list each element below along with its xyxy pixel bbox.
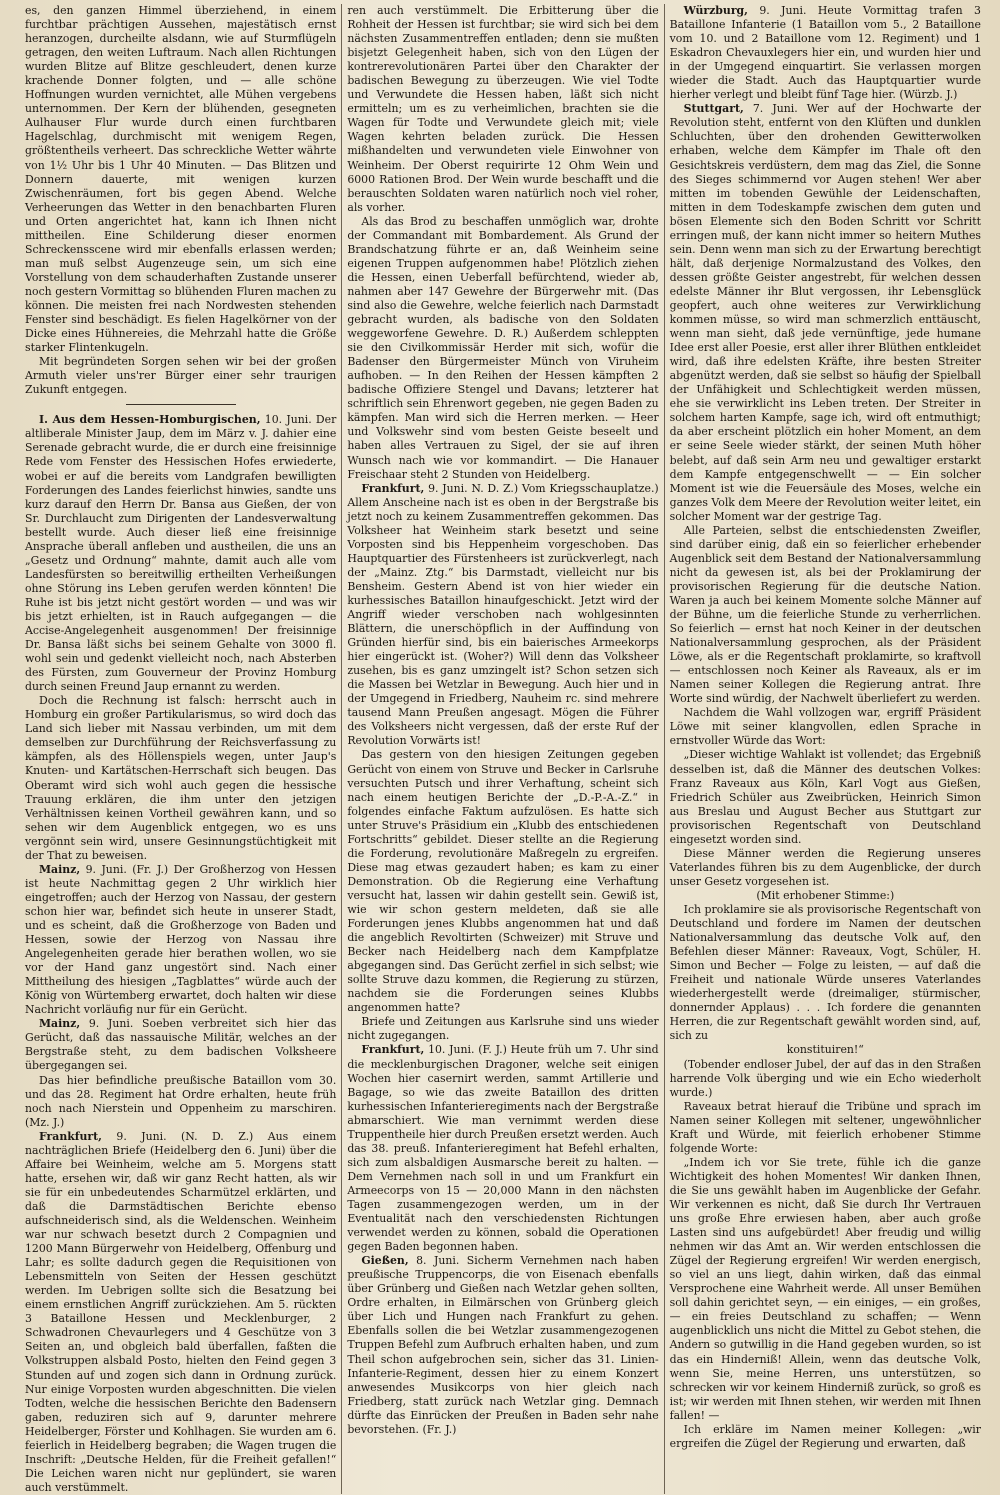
article-text: 7. Juni. Wer auf der Hochwarte der Revolution steht, entfernt von den Klüften und dunklen Schluchten, über den drohenden Gewitterwolken erhaben, welche dem Kämpfer im Thale oft den Gesichtskreis verdüstern, dem mag das Ziel, die Sonne des Sieges schimmernd vor Augen stehen! Wer aber mitten im tobenden Gewühle der Leidenschaften, mitten in dem Todeskampfe zwischen dem guten und bösen Elemente sich den Boden Schritt vor Schritt erringen muß, der kann nicht immer so heitern Muthes sein. Denn wenn man sich zu der Erwartung berechtigt hält, daß derjenige Normalzustand des Volkes, den dessen größte Geister angestrebt, für welchen dessen edelste Männer ihr Blut vergossen, ihr Lebensglück geopfert, auch ohne weiteres zur Verwirklichung kommen müsse, so wird man schmerzlich enttäuscht, wenn man sieht, daß jede vernünftige, jede humane Idee erst aller Poesie, erst aller ihrer Blüthen entkleidet wird, daß ihre edelsten Kräfte, ihre besten Streiter abgenützt werden, daß sie selbst so häufig der Spielball der Unfähigkeit und Schlechtigkeit werden müssen, ehe sie verwirklicht ins Leben treten. Der Streiter in solchem harten Kampfe, sage ich, wird oft entmuthigt; da aber erscheint plötzlich ein hoher Moment, an dem er seine Seele wieder stärkt, der seinen Muth höher belebt, auf daß sein Arm neu und gewaltiger erstarkt dem Kampfe entgegenschwellt — — Ein solcher Moment ist wie die Feuersäule des Moses, welche ein ganzes Volk dem Meere der Revolution weiter leitet, ein solcher Moment war der gestrige Tag. bbox=[669, 102, 981, 523]
article-text: 9. Juni. (N. D. Z.) Aus einem nachträglichen Briefe (Heidelberg den 6. Juni) über die Affaire bei Weinheim, welche am 5. Morgens statt hatte, ersehen wir, daß wir ganz Recht hatten, als wir sie für ein unbedeutendes Scharmützel erklärten, und daß die Darmstädtischen Berichte ebenso aufschneiderisch sind, als die Weldenschen. Weinheim war nur schwach besetzt durch 2 Compagnien und 1200 Mann Bürgerwehr von Heidelberg, Offenburg und Lahr; es sollte dadurch gegen die Requisitionen von Lebensmitteln von Seiten der Hessen geschützt werden. Im Uebrigen sollte sich die Besatzung bei einem ernstlichen Angriff zurückziehen. Am 5. rückten 3 Bataillone Hessen und Mecklenburger, 2 Schwadronen Chevaurlegers und 4 Geschütze von 3 Seiten an, und obgleich bald überfallen, faßten die Volkstruppen alsbald Posto, hielten den Feind gegen 3 Stunden auf und zogen sich dann in Ordnung zurück. Nur einige Vorposten wurden abgeschnitten. Die vielen Todten, welche die hessischen Berichte den Badensern gaben, reduziren sich auf 9, darunter mehrere Heidelberger, Förster und Kohlhagen. Sie wurden am 6. feierlich in Heidelberg begraben; die Wagen trugen die Inschrift: „Deutsche Helden, für die Freiheit gefallen!“ Die Leichen waren nicht nur geplündert, sie waren auch verstümmelt. bbox=[25, 1129, 337, 1494]
article-paragraph bbox=[670, 748, 981, 846]
article-text: Doch die Rechnung ist falsch: herrscht auch in Homburg ein großer Partikularismus, so wird doch das Land sich lieber mit Nassau verbinden, um mit dem demselben zur Durchführung der Reichsverfassung zu kämpfen, als des Höllenspiels wegen, unter Jaup's Knuten- und Kartätschen-Herrschaft sich beugen. Das Oberamt wird sich wohl auch gegen die hessische Trauung erklären, die ihm unter den jetzigen Verhältnissen keinen Vortheil gewähren kann, und so sehen wir dem Augenblick entgegen, wo es uns vergönnt sein wird, unsere Gesinnungstüchtigkeit mit der That zu beweisen. bbox=[25, 694, 337, 862]
article-paragraph bbox=[670, 1156, 981, 1423]
article-text: Das gestern von den hiesigen Zeitungen gegeben Gerücht von einem von Struve und Becker in Carlsruhe versuchten Putsch und ihrer Verhaftung, scheint sich nach einem heutigen Berichte der „D.-P.-A.-Z.“ in folgendes einfache Faktum aufzulösen. Es hatte sich unter Struve's Präsidium ein „Klubb des entschiedenen Fortschritts“ gebildet. Dieser stellte an die Regierung die Forderung, revolutionäre Maßregeln zu ergreifen. Diese mag etwas gezaudert haben; es kam zu einer Demonstration. Ob die Regierung eine Verhaftung versucht hat, lassen wir dahin gestellt sein. Gewiß ist, wie wir schon gestern meldeten, daß sie alle Forderungen jenes Klubbs angenommen hat und daß die angeblich Revoltirten (Schweizer) mit Struve und Becker nach Heidelberg nach dem Kampfplatze abgegangen sind. Das Gerücht zerfiel in sich selbst; wie sollte Struve dazu kommen, die Regierung zu stürzen, nachdem sie die Forderungen seines Klubbs angenommen hatte? bbox=[347, 748, 659, 1015]
article-text: Diese Männer werden die Regierung unseres Vaterlandes führen bis zu dem Augenblicke, der durch unser Gesetz vorgesehen ist. bbox=[669, 846, 981, 888]
article-text: „Indem ich vor Sie trete, fühle ich die ganze Wichtigkeit des hohen Momentes! Wir danken Ihnen, die Sie uns gewählt haben im Augenblicke der Gefahr. Wir verkennen es nicht, daß Sie durch Ihr Vertrauen uns große Ehre erwiesen haben, aber auch große Lasten sind uns aufgebürdet! Aber freudig und willig nehmen wir das Amt an. Wir werden entschlossen die Zügel der Regierung ergreifen! Wir werden energisch, so viel an uns liegt, dahin wirken, daß das einmal Versprochene eine Wahrheit werde. All unser Bemühen soll dahin gerichtet seyn, — ein einiges, — ein großes, — ein freies Deutschland zu schaffen; — Wenn augenblicklich uns nicht die Mittel zu Gebot stehen, die Andern so gutwillig in die Hand gegeben wurden, so ist das ein Hinderniß! Allein, wenn das deutsche Volk, wenn Sie, meine Herren, uns unterstützen, so schrecken wir vor keinem Hinderniß zurück, so groß es ist; wir werden mit Ihnen stehen, wir werden mit Ihnen fallen! — bbox=[669, 1155, 981, 1422]
article-paragraph bbox=[670, 4, 981, 102]
article-text: 8. Juni. Sicherm Vernehmen nach haben preußische Truppencorps, die von Eisenach ebenfalls über Grünberg und Gießen nach Wetzlar gehen sollten, Ordre erhalten, in Eilmärschen von Grünberg gleich über Lich und Hungen nach Frankfurt zu gehen. Ebenfalls sollen die bei Wetzlar zusammengezogenen Truppen Befehl zum Aufbruch erhalten haben, und zum Theil schon aufgebrochen sein, sicher das 31. Linien-Infanterie-Regiment, dessen hier zu einem Konzert anwesendes Musikcorps von hier gleich nach Friedberg, statt zurück nach Wetzlar ging. Demnach dürfte das Einrücken der Preußen in Baden sehr nahe bevorstehen. (Fr. J.) bbox=[347, 1254, 659, 1436]
article-text: 9. Juni. N. D. Z.) Vom Kriegsschauplatze.) Allem Anscheine nach ist es oben in der Bergstraße bis jetzt noch zu keinem Zusammentreffen gekommen. Das Volksheer hat Weinheim stark besetzt und seine Vorposten sind bis Heppenheim vorgeschoben. Das Hauptquartier des Fürstenheers ist zurückverlegt, nach der „Mainz. Ztg.“ bis Darmstadt, vielleicht nur bis Bensheim. Gestern Abend ist von hier wieder ein kurhessisches Bataillon hinaufgeschickt. Jetzt wird der Angriff wieder verschoben nach wohlgesinnten Blättern, die unerschöpflich in der Auffindung von Gründen hierfür sind, bis ein baierisches Armeekorps hier eingerückt ist. (Woher?) Will denn das Volksheer zusehen, bis es ganz umzingelt ist? Schon setzen sich die Massen bei Wetzlar in Bewegung. Auch hier und in der Umgegend in Friedberg, Nauheim rc. sind mehrere tausend Mann Preußen angesagt. Mögen die Führer des Volksheers nicht vergessen, daß der erste Ruf der Revolution Vorwärts ist! bbox=[347, 481, 659, 748]
article-paragraph bbox=[670, 903, 981, 1043]
article-paragraph bbox=[670, 102, 981, 523]
article-text: ren auch verstümmelt. Die Erbitterung über die Rohheit der Hessen ist furchtbar; sie wird sich bei dem nächsten Zusammentreffen entladen; denn sie mußten bisjetzt Gelegenheit haben, sich von den Lügen der kontrerevolutionären Partei über den Charakter der badischen Bewegung zu überzeugen. Wie viel Todte und Verwundete die Hessen haben, läßt sich nicht ermitteln; um es zu verheimlichen, brachten sie die Wagen für Todte und Verwundete gleich mit; viele Wagen kehrten beladen zurück. Die Hessen mißhandelten und verwundeten viele Einwohner von Weinheim. Der Oberst requirirte 12 Ohm Wein und 6000 Rationen Brod. Der Wein wurde beschafft und die berauschten Soldaten waren natürlich noch viel roher, als vorher. bbox=[347, 4, 659, 214]
article-text: es, den ganzen Himmel überziehend, in einem furchtbar prächtigen Aussehen, majestätisch ernst heranzogen, durcheilte alsdann, wie auf Sturmflügeln getragen, den weiten Luftraum. Nach allen Richtungen wurden Blitze auf Blitze geschleudert, denen kurze krachende Donner folgten, und — alle schöne Hoffnungen wurden vernichtet, alle Mühen vergebens unternommen. Der Kern der blühenden, gesegneten Aulhauser Flur wurde durch einen furchtbaren Hagelschlag, durchmischt mit wenigem Regen, größtentheils verheert. Das schreckliche Wetter währte von 1½ Uhr bis 1 Uhr 40 Minuten. — Das Blitzen und Donnern dauerte, mit wenigen kurzen Zwischenräumen, fort bis gegen Abend. Welche Verheerungen das Wetter in den benachbarten Fluren und Orten angerichtet hat, kann ich Ihnen nicht mittheilen. Eine Schilderung dieser enormen Schreckensscene wird mir ebenfalls erlassen werden; man muß selbst Augenzeuge sein, um sich eine Vorstellung von dem schauderhaften Zustande unserer noch gestern Vormittag so blühenden Fluren machen zu können. Die meisten frei nach Nordwesten stehenden Fenster sind beschädigt. Es fielen Hagelkörner von der Dicke eines Hühnereies, die Mehrzahl hatte die Größe starker Flintenkugeln. bbox=[25, 4, 337, 355]
article-text: Das hier befindliche preußische Bataillon vom 30. und das 28. Regiment hat Ordre erhalten, heute früh noch nach Nierstein und Oppenheim zu marschiren. (Mz. J.) bbox=[25, 1073, 337, 1129]
article-text: (Mit erhobener Stimme:) bbox=[756, 888, 895, 902]
article-dateline: Frankfurt, bbox=[39, 1129, 102, 1143]
article-paragraph bbox=[347, 215, 658, 482]
article-paragraph bbox=[347, 482, 658, 749]
article-text: 9. Juni. Heute Vormittag trafen 3 Bataillone Infanterie (1 Bataillon vom 5., 2 Bataillone vom 10. und 2 Bataillone vom 12. Regiment) und 1 Eskadron Chevauxlegers hier ein, und wurden hier und in der Umgegend einquartirt. Sie verlassen morgen wieder die Stadt. Auch das Hauptquartier wurde hierher verlegt und bleibt fünf Tage hier. (Würzb. J.) bbox=[669, 4, 981, 102]
article-text: 9. Juni. (Fr. J.) Der Großherzog von Hessen ist heute Nachmittag gegen 2 Uhr wirklich hier eingetroffen; auch der Herzog von Nassau, der gestern schon hier war, befindet sich heute in unserer Stadt, und es scheint, daß die Großherzoge von Baden und Hessen, sowie der Herzog von Nassau ihre Angelegenheiten gerade hier berathen wollen, wo sie vor der Hand ganz ungestört sind. Nach einer Mittheilung des hiesigen „Tagblattes“ würde auch der König von Würtemberg erwartet, doch halten wir diese Nachricht vorläufig nur für ein Gerücht. bbox=[25, 862, 337, 1017]
article-dateline: I. Aus dem Hessen-Homburgischen, bbox=[39, 413, 261, 427]
article-dateline: Mainz, bbox=[39, 1017, 81, 1031]
article-paragraph bbox=[670, 706, 981, 748]
article-text: 9. Juni. Soeben verbreitet sich hier das Gerücht, daß das nassauische Militär, welches an der Bergstraße steht, zu dem badischen Volksheere übergegangen sei. bbox=[25, 1017, 337, 1073]
article-paragraph bbox=[25, 1074, 336, 1130]
article-paragraph bbox=[25, 355, 336, 397]
article-paragraph bbox=[347, 1254, 658, 1437]
article-text: (Tobender endloser Jubel, der auf das in den Straßen harrende Volk überging und wie ein Echo wiederholt wurde.) bbox=[669, 1057, 981, 1099]
article-text: „Dieser wichtige Wahlakt ist vollendet; das Ergebniß desselben ist, daß die Männer des deutschen Volkes: Franz Raveaux aus Köln, Karl Vogt aus Gießen, Friedrich Schüler aus Zweibrücken, Heinrich Simon aus Breslau und August Becher aus Stuttgart zur provisorischen Regentschaft von Deutschland eingesetzt worden sind. bbox=[669, 748, 981, 846]
column-3 bbox=[664, 4, 986, 1494]
article-text: Als das Brod zu beschaffen unmöglich war, drohte der Commandant mit Bombardement. Als Grund der Brandschatzung führte er an, daß Weinheim seine eigenen Truppen aufgenommen habe! Plötzlich ziehen die Hessen, einen Ueberfall befürchtend, wieder ab, nahmen aber 147 Gewehre der Bürgerwehr mit. (Das sind also die Gewehre, welche feierlich nach Darmstadt gebracht wurden, als badische von den Soldaten weggeworfene Gewehre. D. R.) Außerdem schleppten sie den Civilkommissär Herder mit sich, wofür die Badenser den Bürgermeister Münch von Viruheim aufhoben. — In den Reihen der Hessen kämpften 2 badische Offiziere Stengel und Davans; letzterer hat schriftlich sein Ehrenwort gegeben, nie gegen Baden zu kämpfen. Man wird sich die Herren merken. — Heer und Volkswehr sind vom besten Geiste beseelt und haben alles Vertrauen zu Sigel, der sie auf ihren Wunsch nach wie vor kommandirt. — Die Hanauer Freischaar steht 2 Stunden von Heidelberg. bbox=[347, 214, 659, 481]
article-text: 10. Juni. (F. J.) Heute früh um 7. Uhr sind die mecklenburgischen Dragoner, welche seit einigen Wochen hier casernirt werden, sammt Artillerie und Bagage, so wie das zweite Bataillon des dritten kurhessischen Infanterieregiments nach der Bergstraße abmarschiert. Wie man vernimmt werden diese Truppentheile hier durch Preußen ersetzt werden. Auch das 38. preuß. Infanterieregiment hat Befehl erhalten, sich zum alsbaldigen Ausmarsche bereit zu halten. — Dem Vernehmen nach soll in und um Frankfurt ein Armeecorps von 15 — 20,000 Mann in den nächsten Tagen zusammengezogen werden, um in der Eventualität nach den verschiedensten Richtungen verwendet werden zu können, sobald die Operationen gegen Baden begonnen haben. bbox=[347, 1043, 659, 1254]
article-text: Alle Parteien, selbst die entschiedensten Zweifler, sind darüber einig, daß ein so feierlicher erhebender Augenblick seit dem Bestand der Nationalversammlung nicht da gewesen ist, als bei der Proklamirung der provisorischen Regierung für die deutsche Nation. Waren ja auch bei keinem Momente solche Männer auf der Bühne, um die feierliche Stunde zu verherrlichen. So feierlich — ernst hat noch Keiner in der deutschen Nationalversammlung gesprochen, als der Präsident Löwe, als er die Regentschaft proklamirte, so kraftvoll — entschlossen noch Keiner als Raveaux, als er im Namen seiner Kollegen die Regierung antrat. Ihre Worte sind würdig, der Nachwelt überliefert zu werden. bbox=[669, 523, 981, 706]
article-text: Mit begründeten Sorgen sehen wir bei der großen Armuth vieler uns'rer Bürger einer sehr traurigen Zukunft entgegen. bbox=[25, 355, 337, 397]
article-paragraph bbox=[670, 1058, 981, 1100]
article-dateline: Würzburg, bbox=[683, 4, 748, 17]
column-1 bbox=[20, 4, 341, 1494]
article-text: Ich proklamire sie als provisorische Regentschaft von Deutschland und fordere im Namen der deutschen Nationalversammlung das deutsche Volk auf, den Befehlen dieser Männer: Raveaux, Vogt, Schüler, H. Simon und Becher — Folge zu leisten, — auf daß die Freiheit und nationale Würde unseres Vaterlandes wiederhergestellt werde (dreimaliger, stürmischer, donnernder Applaus) . . . Ich fordere die genannten Herren, die zur Regentschaft gewählt worden sind, auf, sich zu bbox=[669, 903, 981, 1043]
article-paragraph bbox=[25, 694, 336, 863]
article-text: 10. Juni. Der altliberale Minister Jaup, dem im März v. J. dahier eine Serenade gebracht wurde, die er durch eine freisinnige Rede vom Fenster des Hessischen Hofes erwiederte, wobei er auf die bereits vom Landgrafen bewilligten Forderungen des Landes feierlichst hinwies, sandte uns kurz darauf den Herrn Dr. Bansa aus Gießen, der von Sr. Durchlaucht zum Dirigenten der Landesverwaltung bestellt wurde. Auch dieser ließ eine freisinnige Ansprache überall anfleben und austheilen, die uns an „Gesetz und Ordnung“ mahnte, damit auch alle vom Landesfürsten so bereitwillig ertheilten Verheißungen ohne Störung ins Leben gerufen werden könnten! Die Ruhe ist bis jetzt nicht gestört worden — und was wir bis jetzt erhielten, ist in Rauch aufgegangen — die Accise-Angelegenheit ausgenommen! Der freisinnige Dr. Bansa läßt sichs bei seinem Gehalte von 3000 fl. wohl sein und gedenkt vielleicht noch, nach Absterben des Fürsten, zum Gouverneur der Provinz Homburg durch seinen Freund Jaup ernannt zu werden. bbox=[25, 413, 337, 694]
article-paragraph bbox=[670, 1100, 981, 1156]
section-separator bbox=[126, 404, 236, 405]
article-paragraph bbox=[670, 1423, 981, 1451]
article-paragraph bbox=[25, 1017, 336, 1073]
article-paragraph bbox=[670, 1043, 981, 1057]
article-text: Nachdem die Wahl vollzogen war, ergriff Präsident Löwe mit seiner klangvollen, edlen Sprache in ernstvoller Würde das Wort: bbox=[669, 706, 981, 748]
article-text: Briefe und Zeitungen aus Karlsruhe sind uns wieder nicht zugegangen. bbox=[347, 1015, 659, 1043]
article-paragraph bbox=[347, 1043, 658, 1254]
article-paragraph bbox=[670, 889, 981, 903]
article-paragraph bbox=[670, 847, 981, 889]
article-paragraph bbox=[347, 748, 658, 1015]
article-dateline: Stuttgart, bbox=[683, 102, 744, 116]
article-paragraph bbox=[347, 1015, 658, 1043]
article-dateline: Frankfurt, bbox=[361, 1043, 425, 1057]
article-dateline: Gießen, bbox=[361, 1254, 409, 1268]
article-text: konstituiren!“ bbox=[786, 1043, 864, 1057]
article-dateline: Frankfurt, bbox=[361, 481, 425, 495]
article-paragraph bbox=[670, 524, 981, 707]
article-text: Ich erkläre im Namen meiner Kollegen: „wir ergreifen die Zügel der Regierung und erwarten, daß bbox=[669, 1422, 981, 1450]
article-paragraph bbox=[25, 4, 336, 355]
article-paragraph bbox=[25, 863, 336, 1018]
column-container bbox=[20, 4, 986, 1494]
article-paragraph bbox=[25, 413, 336, 694]
article-text: Raveaux betrat hierauf die Tribüne und sprach im Namen seiner Kollegen mit seltener, ungewöhnlicher Kraft und Würde, mit feierlich erhobener Stimme folgende Worte: bbox=[669, 1099, 981, 1155]
article-paragraph bbox=[25, 1130, 336, 1494]
column-2 bbox=[341, 4, 663, 1494]
article-paragraph bbox=[347, 4, 658, 215]
article-dateline: Mainz, bbox=[39, 862, 81, 876]
